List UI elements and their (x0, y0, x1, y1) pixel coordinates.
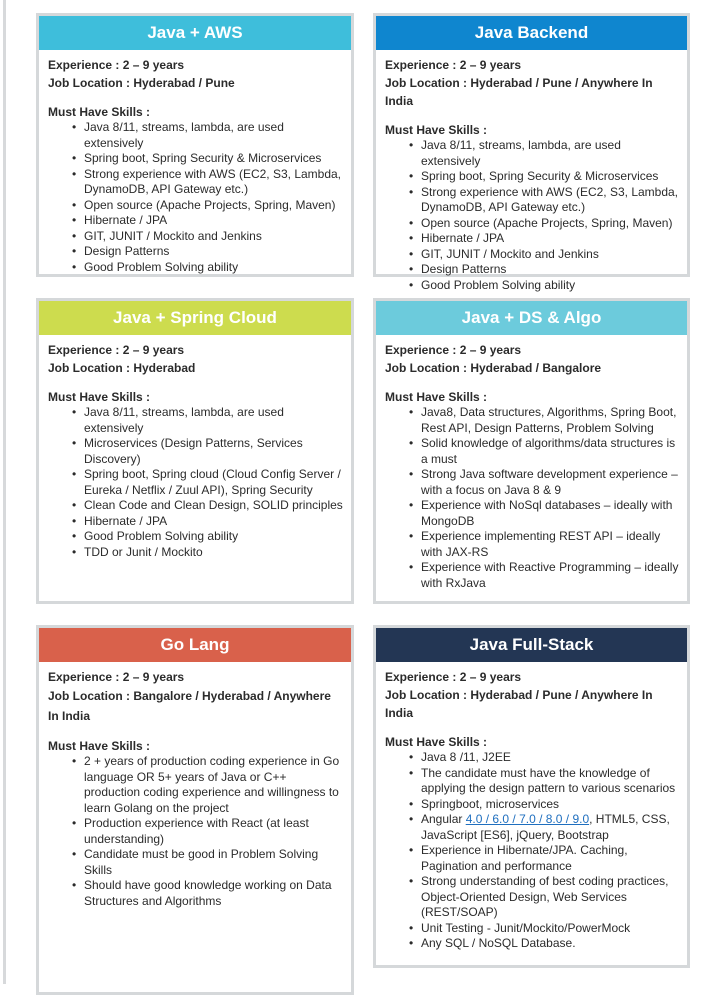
skill-item: • Good Problem Solving ability (84, 529, 343, 545)
skill-item: • Experience in Hibernate/JPA. Caching, Pagination and performance (421, 843, 679, 874)
skill-item: • Microservices (Design Patterns, Services Discovery) (84, 436, 343, 467)
skill-item: • Any SQL / NoSQL Database. (421, 936, 679, 952)
skills-list (48, 405, 343, 560)
skills-list (48, 120, 343, 275)
card-title: Go Lang (39, 628, 351, 662)
skill-item: • Strong experience with AWS (EC2, S3, Lambda, DynamoDB, API Gateway etc.) (421, 185, 679, 216)
skill-item: • 2 + years of production coding experience in Go language OR 5+ years of Java or C++ production coding experience and willingness to learn Golang on the project (84, 754, 343, 816)
skill-item: • Production experience with React (at least understanding) (84, 816, 343, 847)
card-title: Java + DS & Algo (376, 301, 687, 335)
skill-item: • Strong Java software development experience – with a focus on Java 8 & 9 (421, 467, 679, 498)
skills-list (385, 138, 679, 293)
skill-item: • Java8, Data structures, Algorithms, Spring Boot, Rest API, Design Patterns, Problem Solving (421, 405, 679, 436)
experience-text: Experience : 2 – 9 years (48, 670, 185, 684)
angular-versions-link[interactable]: 4.0 / 6.0 / 7.0 / 8.0 / 9.0 (465, 812, 590, 826)
card-title: Java Full-Stack (376, 628, 687, 662)
skill-item: • The candidate must have the knowledge of applying the design pattern to various scenarios (421, 766, 679, 797)
skill-item: • Spring boot, Spring Security & Microservices (421, 169, 679, 185)
skill-item: • Design Patterns (421, 262, 679, 278)
skill-item: • Java 8/11, streams, lambda, are used extensively (421, 138, 679, 169)
skill-item: • GIT, JUNIT / Mockito and Jenkins (421, 247, 679, 263)
job-card-java-backend (373, 13, 690, 292)
experience-text: Experience : 2 – 9 years (385, 670, 522, 684)
experience-text: Experience : 2 – 9 years (48, 343, 185, 357)
skills-heading: Must Have Skills : (385, 735, 488, 749)
left-border-rule (3, 0, 6, 984)
skill-item: • Should have good knowledge working on Data Structures and Algorithms (84, 878, 343, 909)
skill-item: • Design Patterns (84, 244, 343, 260)
job-location-text: Job Location : Hyderabad / Bangalore (385, 361, 602, 375)
skill-item: • Spring boot, Spring Security & Microservices (84, 151, 343, 167)
job-location-text: Job Location : Hyderabad / Pune (48, 76, 235, 90)
angular-prefix: Angular (421, 812, 466, 826)
card-title: Java + Spring Cloud (39, 301, 351, 335)
experience-text: Experience : 2 – 9 years (385, 343, 522, 357)
skill-item: • Unit Testing - Junit/Mockito/PowerMock (421, 921, 679, 937)
skill-item: • Java 8/11, streams, lambda, are used extensively (84, 120, 343, 151)
skill-item: • Open source (Apache Projects, Spring, Maven) (84, 198, 343, 214)
skill-item-angular (421, 812, 679, 843)
skills-heading: Must Have Skills : (385, 123, 488, 137)
skill-item: • Hibernate / JPA (421, 231, 679, 247)
skills-list (385, 405, 679, 591)
skills-list (385, 750, 679, 952)
job-card-go-lang (36, 625, 354, 995)
skill-item: • Hibernate / JPA (84, 213, 343, 229)
job-card-java-aws (36, 13, 354, 277)
job-location-text: Job Location : Hyderabad / Pune / Anywhere In India (385, 688, 653, 720)
skill-item: • Good Problem Solving ability (421, 278, 679, 294)
skill-item: • Experience with Reactive Programming – ideally with RxJava (421, 560, 679, 591)
skill-item: • Solid knowledge of algorithms/data structures is a must (421, 436, 679, 467)
angular-suffix: , HTML5, CSS, JavaScript [ES6], jQuery, Bootstrap (421, 812, 670, 842)
skill-item: • TDD or Junit / Mockito (84, 545, 343, 561)
skill-item: • Open source (Apache Projects, Spring, Maven) (421, 216, 679, 232)
skill-item: • Springboot, microservices (421, 797, 679, 813)
skills-heading: Must Have Skills : (48, 105, 151, 119)
skill-item: • Hibernate / JPA (84, 514, 343, 530)
skill-item: • Java 8/11, streams, lambda, are used extensively (84, 405, 343, 436)
skill-item: • Strong understanding of best coding practices, Object-Oriented Design, Web Services (REST/SOAP) (421, 874, 679, 921)
experience-text: Experience : 2 – 9 years (385, 58, 522, 72)
skill-item: • GIT, JUNIT / Mockito and Jenkins (84, 229, 343, 245)
skill-item: • Java 8 /11, J2EE (421, 750, 679, 766)
job-location-text: Job Location : Hyderabad (48, 361, 196, 375)
skill-item: • Candidate must be good in Problem Solving Skills (84, 847, 343, 878)
job-card-java-ds-algo (373, 298, 690, 604)
experience-text: Experience : 2 – 9 years (48, 58, 185, 72)
skill-item: • Good Problem Solving ability (84, 260, 343, 276)
job-location-text: Job Location : Bangalore / Hyderabad / Anywhere In India (48, 689, 331, 723)
job-location-text: Job Location : Hyderabad / Pune / Anywhere In India (385, 76, 653, 108)
skill-item: • Experience implementing REST API – ideally with JAX-RS (421, 529, 679, 560)
skill-item: • Clean Code and Clean Design, SOLID principles (84, 498, 343, 514)
card-title: Java + AWS (39, 16, 351, 50)
skills-heading: Must Have Skills : (385, 390, 488, 404)
job-card-java-full-stack (373, 625, 690, 968)
card-title: Java Backend (376, 16, 687, 50)
job-card-java-spring-cloud (36, 298, 354, 604)
skill-item: • Strong experience with AWS (EC2, S3, Lambda, DynamoDB, API Gateway etc.) (84, 167, 343, 198)
skill-item: • Experience with NoSql databases – ideally with MongoDB (421, 498, 679, 529)
skills-heading: Must Have Skills : (48, 739, 151, 753)
skills-heading: Must Have Skills : (48, 390, 151, 404)
skill-item: • Spring boot, Spring cloud (Cloud Config Server / Eureka / Netflix / Zuul API), Spring Security (84, 467, 343, 498)
skills-list (48, 754, 343, 909)
